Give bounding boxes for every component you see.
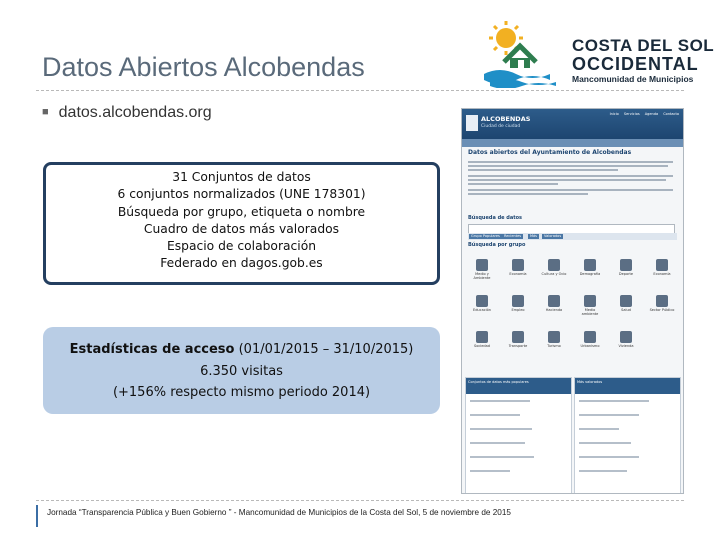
category-item[interactable] <box>540 295 568 323</box>
category-label: Economía <box>653 272 671 276</box>
category-label: Medio y Ambiente <box>473 272 491 280</box>
category-item[interactable] <box>468 295 496 323</box>
text-line <box>579 428 619 430</box>
category-icon <box>548 331 560 343</box>
site-tabs <box>468 233 677 240</box>
popular-panel-title: Conjuntos de datos más populares <box>466 378 571 394</box>
tab-popular[interactable]: Grupo Populares <box>471 234 500 238</box>
category-icon <box>620 259 632 271</box>
site-brand-subtitle: Ciudad de ciudad <box>481 124 521 129</box>
category-label: Empleo <box>511 308 525 312</box>
text-line <box>470 456 534 458</box>
text-line <box>468 161 673 163</box>
logo-subtitle: Mancomunidad de Municipios <box>572 74 694 84</box>
text-line <box>468 169 618 171</box>
category-icon <box>620 295 632 307</box>
category-label: Sector Público <box>649 308 675 312</box>
bullet-url-text: datos.alcobendas.org <box>58 104 212 121</box>
text-line <box>579 456 639 458</box>
category-item[interactable] <box>612 331 640 359</box>
text-line <box>468 165 668 167</box>
category-label: Turismo <box>547 344 561 348</box>
features-box <box>43 162 440 285</box>
category-icon <box>584 259 596 271</box>
category-item[interactable] <box>504 331 532 359</box>
category-icon <box>548 295 560 307</box>
stats-visits: 6.350 visitas <box>200 364 283 379</box>
category-icon <box>656 295 668 307</box>
tab-rated[interactable]: Valorados <box>544 234 562 238</box>
feature-top-rated: Cuadro de datos más valorados <box>143 221 340 236</box>
tab-more[interactable]: Más <box>530 234 537 238</box>
stats-box <box>43 327 440 414</box>
category-label: Salud <box>621 308 631 312</box>
text-line <box>470 428 532 430</box>
popular-datasets-panel <box>465 377 572 494</box>
category-item[interactable] <box>504 295 532 323</box>
category-icon <box>548 259 560 271</box>
category-label: Economía <box>509 272 527 276</box>
feature-datasets: 31 Conjuntos de datos <box>172 170 311 184</box>
top-rated-panel <box>574 377 681 494</box>
category-icon <box>584 331 596 343</box>
category-item[interactable] <box>576 259 604 287</box>
search-section-title: Búsqueda de datos <box>468 215 523 221</box>
category-label: Medio ambiente <box>581 308 599 316</box>
category-label: Transporte <box>508 344 528 348</box>
feature-search: Búsqueda por grupo, etiqueta o nombre <box>117 204 366 219</box>
tab-recent[interactable]: Recientes <box>504 234 522 238</box>
costa-del-sol-logo <box>480 18 715 88</box>
text-line <box>468 179 666 181</box>
stats-label: Estadísticas de acceso <box>69 342 235 357</box>
house-icon <box>504 46 536 68</box>
site-banner <box>462 139 683 147</box>
site-header <box>462 109 683 139</box>
text-line <box>579 470 627 472</box>
logo-title-line2: OCCIDENTAL <box>572 54 699 74</box>
category-icon <box>620 331 632 343</box>
bullet-url[interactable] <box>42 104 212 122</box>
category-label: Demografía <box>579 272 601 276</box>
group-section-title: Búsqueda por grupo <box>468 242 526 248</box>
stats-period: (01/01/2015 – 31/10/2015) <box>234 342 414 357</box>
footer-text: Jornada “Transparencia Pública y Buen Gobierno ” - Mancomunidad de Municipios de la Costa del Sol, 5 de noviembre de 2015 <box>47 508 511 517</box>
logo-title-line1: COSTA DEL SOL <box>572 36 715 55</box>
category-label: Cultura y Ocio <box>541 272 567 276</box>
stats-growth: (+156% respecto mismo periodo 2014) <box>112 385 371 400</box>
site-heading: Datos abiertos del Ayuntamiento de Alcobendas <box>468 149 632 156</box>
feature-federated: Federado en dagos.gob.es <box>160 256 323 271</box>
text-line <box>468 183 558 185</box>
category-icon <box>512 259 524 271</box>
title-divider <box>36 90 684 91</box>
text-line <box>470 400 530 402</box>
text-line <box>468 189 673 191</box>
bullet-square-icon: ■ <box>42 106 49 118</box>
feature-collaboration: Espacio de colaboración <box>166 239 317 254</box>
category-icon <box>476 259 488 271</box>
logo-mark-icon <box>480 18 570 88</box>
stats-heading <box>43 342 440 357</box>
site-nav[interactable]: Inicio Servicios Agenda Contacto <box>609 112 679 116</box>
category-icon <box>476 331 488 343</box>
category-item[interactable] <box>576 331 604 359</box>
category-item[interactable] <box>576 295 604 323</box>
sea-waves-icon <box>484 70 556 88</box>
feature-normalized: 6 conjuntos normalizados (UNE 178301) <box>117 187 366 202</box>
rated-panel-title: Más valorados <box>575 378 680 394</box>
category-icon <box>656 259 668 271</box>
category-item[interactable] <box>612 259 640 287</box>
text-line <box>468 193 588 195</box>
footer-divider <box>36 500 684 501</box>
category-icon <box>584 295 596 307</box>
category-item[interactable] <box>648 259 676 287</box>
site-brand: ALCOBENDAS <box>481 115 531 123</box>
text-line <box>579 414 639 416</box>
city-shield-icon <box>466 115 478 131</box>
text-line <box>470 414 520 416</box>
category-icon <box>512 295 524 307</box>
text-line <box>470 442 525 444</box>
text-line <box>468 175 673 177</box>
website-screenshot <box>461 108 684 494</box>
category-label: Urbanismo <box>580 344 600 348</box>
category-item[interactable] <box>648 295 676 323</box>
category-label: Sociedad <box>473 344 490 348</box>
footer-accent-bar <box>36 505 38 527</box>
category-item[interactable] <box>468 331 496 359</box>
category-label: Deporte <box>618 272 634 276</box>
category-item[interactable] <box>540 331 568 359</box>
slide-title: Datos Abiertos Alcobendas <box>42 52 365 82</box>
text-line <box>470 470 510 472</box>
category-item[interactable] <box>504 259 532 287</box>
category-item[interactable] <box>540 259 568 287</box>
text-line <box>579 442 631 444</box>
category-label: Hacienda <box>545 308 563 312</box>
category-item[interactable] <box>468 259 496 287</box>
category-icon <box>512 331 524 343</box>
text-line <box>579 400 649 402</box>
category-label: Educación <box>473 308 491 312</box>
category-icon <box>476 295 488 307</box>
category-item[interactable] <box>612 295 640 323</box>
category-label: Vivienda <box>618 344 634 348</box>
